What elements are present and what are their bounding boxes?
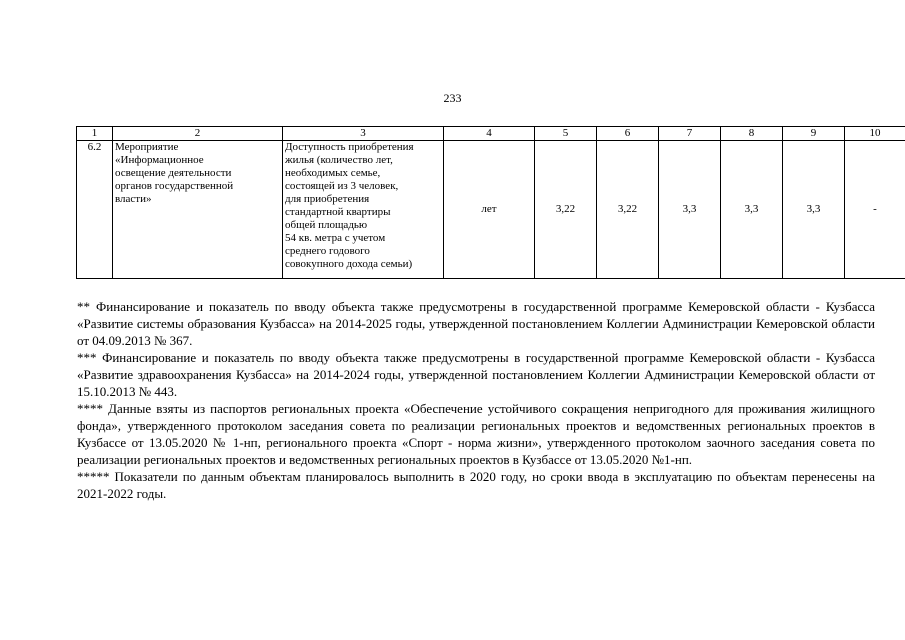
event-line: «Информационное [115,154,204,166]
event-line: освещение деятельности [115,167,232,179]
value-cell: 3,22 [597,141,659,279]
footnote: ** Финансирование и показатель по вводу объекта также предусмотрены в государственной программе Кемеровской области - Кузбасса «Развитие системы образования Кузбасса» на 2014-2025 годы, утвержденной постановлением Коллегии Администрации Кемеровской области от 04.09.2013 № 367. [77,299,875,348]
indicator-line: совокупного дохода семьи) [285,258,413,270]
header-cell: 4 [444,127,535,141]
event-cell [113,141,283,279]
footnotes [77,298,875,502]
indicator-line: среднего годового [285,245,370,257]
value-cell: 3,3 [783,141,845,279]
indicator-line: необходимых семье, [285,167,381,179]
header-cell: 5 [535,127,597,141]
event-line: органов государственной [115,180,234,192]
header-cell: 6 [597,127,659,141]
value-cell: 3,3 [659,141,721,279]
header-cell: 3 [283,127,444,141]
indicator-line: состоящей из 3 человек, [285,180,399,192]
header-cell: 8 [721,127,783,141]
event-line: Мероприятие [115,141,179,153]
indicator-line: стандартной квартиры [285,206,391,218]
table-row [77,141,905,279]
table-header-row [77,127,905,141]
indicator-cell [283,141,444,279]
indicator-line: жилья (количество лет, [285,154,393,166]
page-number: 233 [443,91,462,105]
indicator-line: Доступность приобретения [285,141,414,153]
indicator-line: для приобретения [285,193,370,205]
row-number-cell: 6.2 [77,141,113,279]
footnote: **** Данные взяты из паспортов региональных проекта «Обеспечение устойчивого сокращения непригодного для проживания жилищного фонда», утвержденного протоколом заседания совета по реализации региональных проектов и ведомственных региональных проектов в Кузбассе от 13.05.2020 № 1-нп, регионального проекта «Спорт - норма жизни», утвержденного протоколом заочного заседания совета по реализации региональных проектов и ведомственных региональных проектов в Кузбассе от 13.05.2020 №1-нп. [77,401,875,467]
indicators-table [76,126,905,279]
unit-cell: лет [444,141,535,279]
value-cell: - [845,141,905,279]
header-cell: 10 [845,127,905,141]
indicator-line: общей площадью [285,219,368,231]
event-line: власти» [115,193,152,205]
value-cell: 3,22 [535,141,597,279]
header-cell: 7 [659,127,721,141]
header-cell: 9 [783,127,845,141]
footnote: *** Финансирование и показатель по вводу объекта также предусмотрены в государственной программе Кемеровской области - Кузбасса «Развитие здравоохранения Кузбасса» на 2014-2024 годы, утвержденной постановлением Коллегии Администрации Кемеровской области от 15.10.2013 № 443. [77,350,875,399]
value-cell: 3,3 [721,141,783,279]
header-cell: 1 [77,127,113,141]
indicator-line: 54 кв. метра с учетом [285,232,386,244]
header-cell: 2 [113,127,283,141]
footnote: ***** Показатели по данным объектам планировалось выполнить в 2020 году, но сроки ввода в эксплуатацию по объектам перенесены на 2021-2022 годы. [77,469,875,501]
